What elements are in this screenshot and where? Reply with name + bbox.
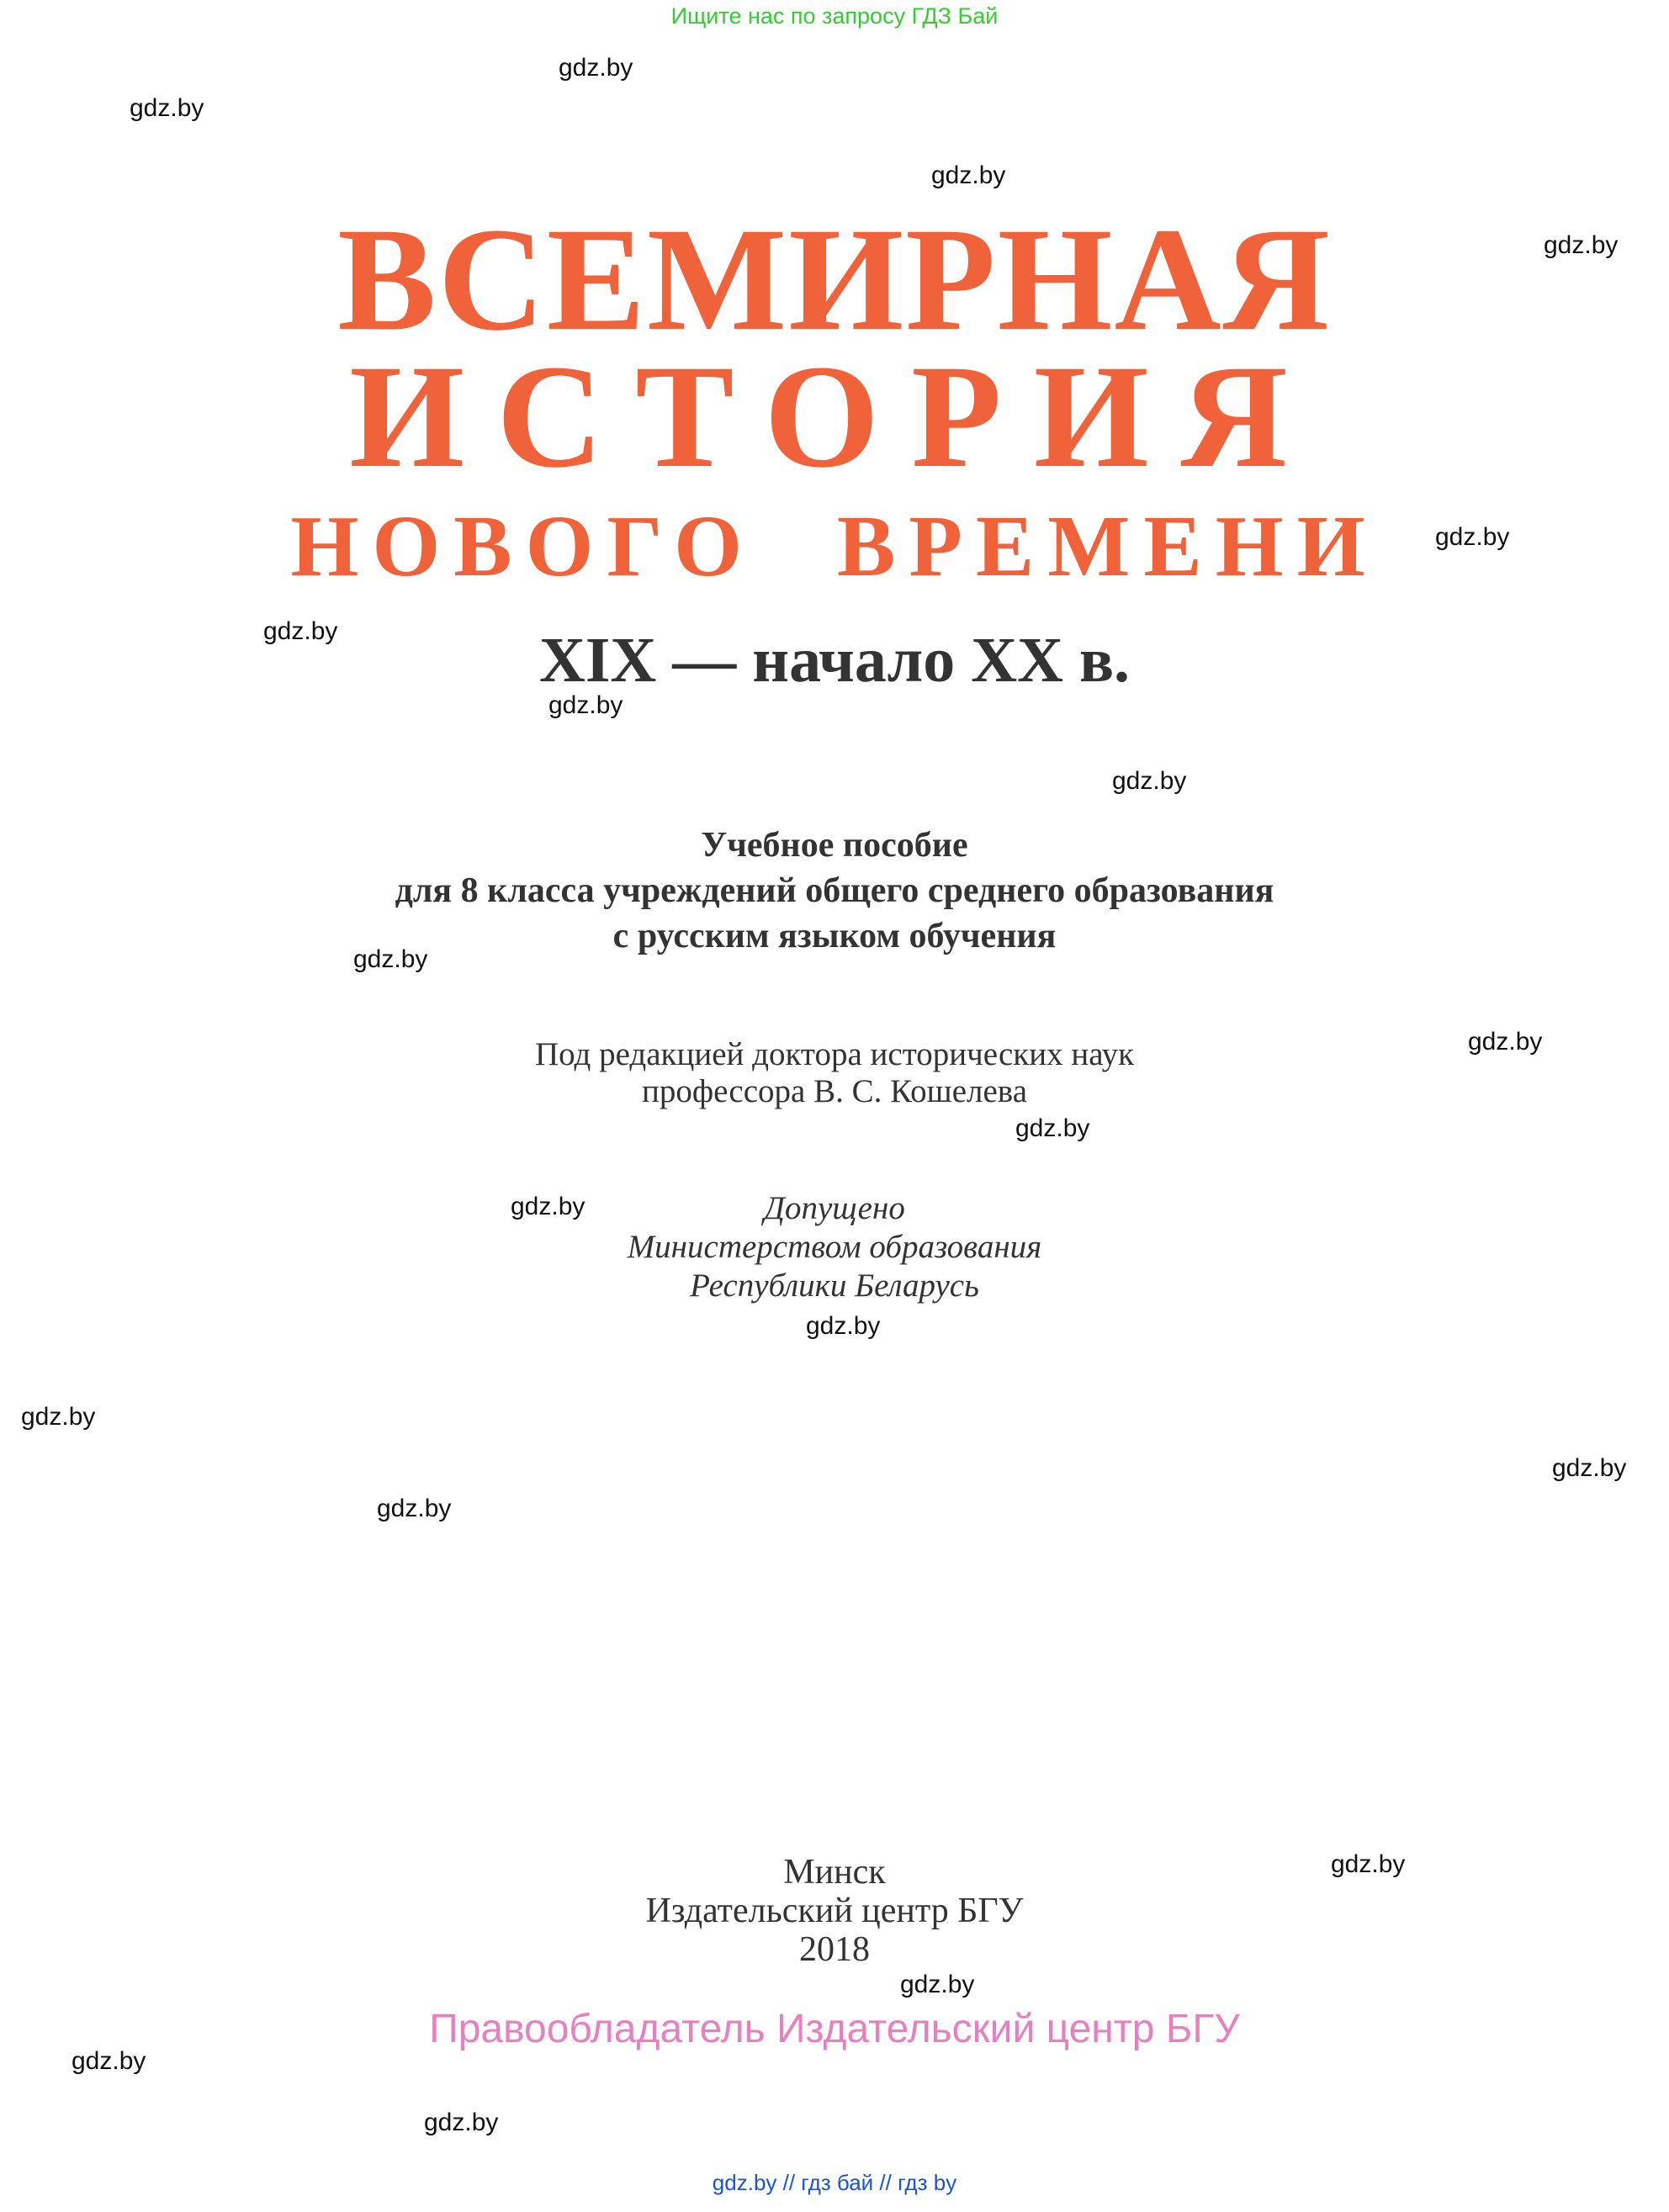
watermark: gdz.by [900,1971,975,1998]
watermark: gdz.by [72,2047,146,2075]
watermark: gdz.by [548,691,623,719]
watermark: gdz.by [559,54,633,82]
approval-line-2: Министерством образования [627,1229,1042,1265]
imprint-year: 2018 [799,1930,870,1969]
description-line-1: Учебное пособие [701,826,968,865]
watermark: gdz.by [353,945,428,973]
rights-holder: Правообладатель Издательский центр БГУ [429,2007,1240,2051]
watermark: gdz.by [263,617,338,645]
watermark: gdz.by [1112,767,1187,795]
approval-line-1: Допущено [764,1190,905,1226]
title-line-1: ВСЕМИРНАЯ [337,198,1332,362]
editor-line-2: профессора В. С. Кошелева [641,1073,1028,1109]
imprint-city: Минск [783,1853,886,1892]
imprint-publisher: Издательский центр БГУ [645,1892,1024,1930]
watermark: gdz.by [377,1495,452,1522]
description-line-3: с русским языком обучения [612,917,1057,955]
title-line-2: ИСТОРИЯ [349,335,1320,499]
top-banner: Ищите нас по запросу ГДЗ Бай [670,3,999,29]
watermark: gdz.by [511,1193,585,1220]
watermark: gdz.by [130,94,204,122]
footer-links[interactable]: gdz.by // гдз бай // гдз by [712,2170,957,2195]
approval-line-3: Республики Беларусь [690,1267,979,1304]
watermark: gdz.by [931,161,1006,189]
watermark: gdz.by [1544,231,1619,259]
watermark: gdz.by [21,1403,96,1431]
watermark: gdz.by [424,2109,499,2136]
watermark: gdz.by [1435,523,1510,551]
watermark: gdz.by [1468,1028,1543,1056]
title-line-3: НОВОГО ВРЕМЕНИ [290,498,1379,595]
watermark: gdz.by [806,1312,881,1340]
description-line-2: для 8 класса учреждений общего среднего образования [395,871,1274,910]
watermark: gdz.by [1015,1114,1090,1142]
watermark: gdz.by [1552,1454,1627,1482]
editor-line-1: Под редакцией доктора исторических наук [534,1036,1135,1072]
period-subtitle: XIX — начало XX в. [538,625,1131,696]
watermark: gdz.by [1331,1850,1406,1878]
